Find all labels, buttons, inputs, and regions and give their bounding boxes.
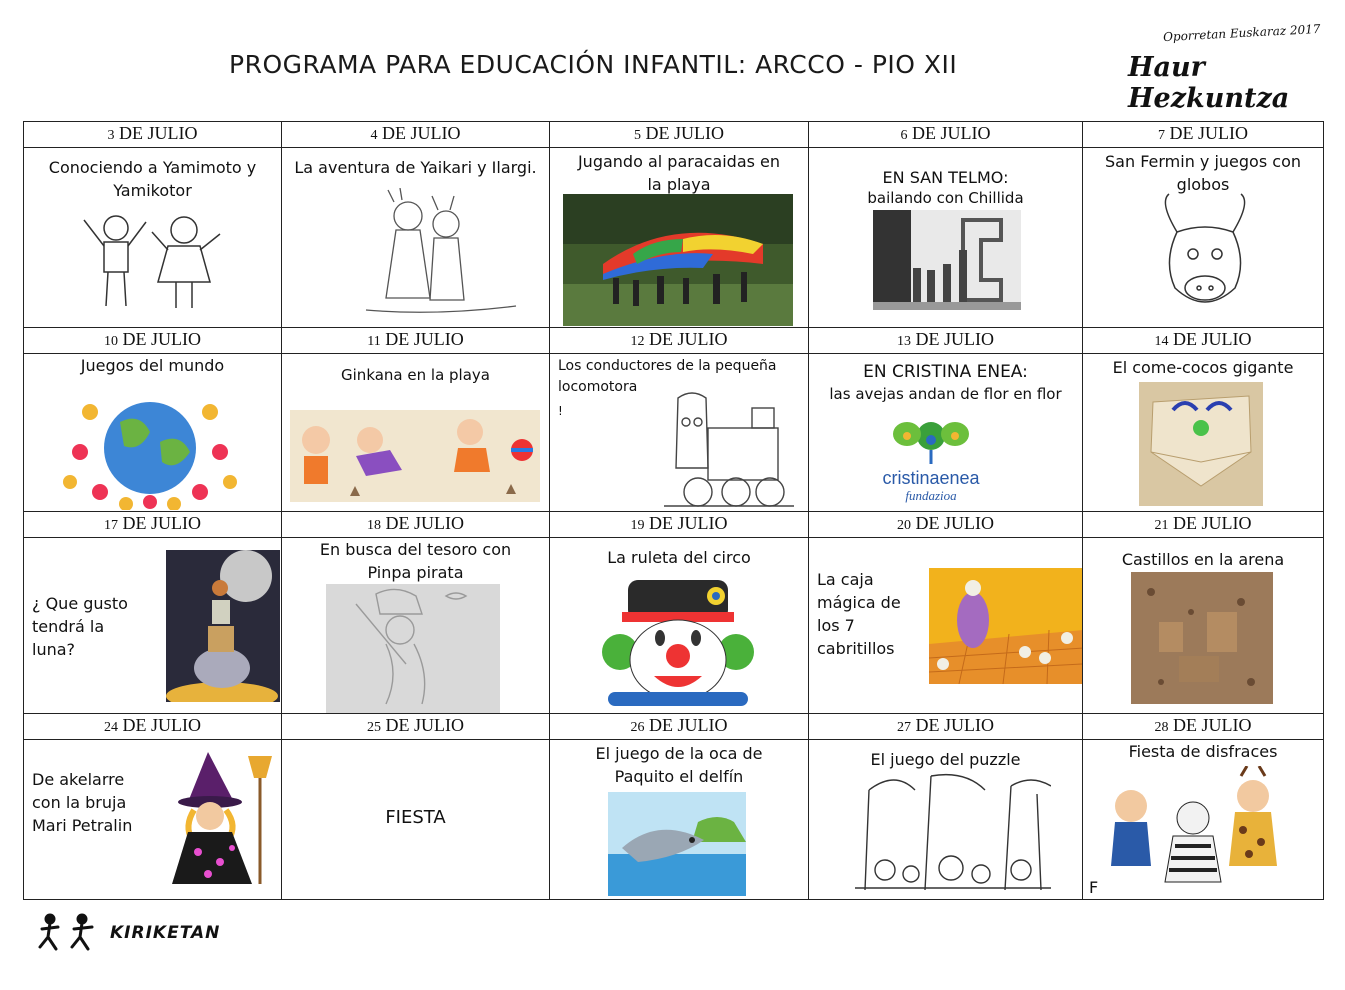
day-cell <box>24 148 282 328</box>
day-cell <box>550 538 809 714</box>
activity-text: El juego de la oca de Paquito el delfín <box>595 744 763 786</box>
pirate-drawing-image <box>326 584 500 714</box>
day-cell <box>809 148 1083 328</box>
activity-text: La ruleta del circo <box>607 548 751 567</box>
date-header: 10 DE JULIO <box>24 328 282 354</box>
logo-subtext: fundazioa <box>905 488 957 503</box>
kids-drawing-image <box>76 210 226 318</box>
parachute-photo <box>563 194 793 326</box>
activity-text: las avejas andan de flor en flor <box>829 385 1062 403</box>
date-header: 26 DE JULIO <box>550 714 809 740</box>
date-header: 17 DE JULIO <box>24 512 282 538</box>
date-header: 11 DE JULIO <box>282 328 550 354</box>
logo-wordmark: KIRIKETAN <box>110 923 221 943</box>
week-activity-row <box>24 354 1324 512</box>
week-header-row <box>24 122 1324 148</box>
chillida-sculpture-photo <box>873 210 1021 310</box>
day-cell <box>550 740 809 900</box>
date-header: 18 DE JULIO <box>282 512 550 538</box>
date-header: 24 DE JULIO <box>24 714 282 740</box>
activity-title: EN CRISTINA ENEA: <box>863 362 1028 382</box>
indians-drawing-image <box>346 188 536 320</box>
activity-text: Juegos del mundo <box>80 356 225 375</box>
activity-text: Fiesta de disfraces <box>1128 742 1278 761</box>
date-header: 28 DE JULIO <box>1083 714 1324 740</box>
dolphin-image <box>608 792 746 896</box>
date-header: 14 DE JULIO <box>1083 328 1324 354</box>
week-header-row <box>24 714 1324 740</box>
date-header: 7 DE JULIO <box>1083 122 1324 148</box>
date-header: 21 DE JULIO <box>1083 512 1324 538</box>
activity-title: EN SAN TELMO: <box>882 168 1009 187</box>
costumes-image <box>1101 766 1293 896</box>
activity-text: Jugando al paracaidas en la playa <box>577 152 781 194</box>
date-header: 4 DE JULIO <box>282 122 550 148</box>
activity-text: Los conductores de la pequeña locomotora <box>558 358 777 395</box>
running-figures-icon <box>36 913 104 953</box>
week-header-row <box>24 328 1324 354</box>
cristinaenea-logo <box>849 410 1013 506</box>
beach-kids-image <box>290 410 540 502</box>
day-cell <box>282 354 550 512</box>
date-header: 20 DE JULIO <box>809 512 1083 538</box>
week-activity-row <box>24 740 1324 900</box>
locomotive-drawing-image <box>658 388 800 510</box>
activity-text: San Fermin y juegos con globos <box>1105 152 1301 194</box>
kiriketan-logo <box>36 913 220 953</box>
date-header: 12 DE JULIO <box>550 328 809 354</box>
calendar-table <box>23 121 1324 900</box>
date-header: 27 DE JULIO <box>809 714 1083 740</box>
pacman-origami-photo <box>1139 382 1263 506</box>
day-cell <box>24 740 282 900</box>
activity-text: Ginkana en la playa <box>341 366 490 384</box>
day-cell <box>550 354 809 512</box>
date-header: 5 DE JULIO <box>550 122 809 148</box>
program-subtitle: Oporretan Euskaraz 2017 <box>1162 21 1321 45</box>
day-cell <box>809 538 1083 714</box>
activity-text: La caja mágica de los 7 cabritillos <box>817 570 901 658</box>
moon-animals-image <box>166 550 280 702</box>
day-cell <box>1083 354 1324 512</box>
page-title: PROGRAMA PARA EDUCACIÓN INFANTIL: ARCCO - PIO XII <box>229 50 958 79</box>
witch-image <box>168 752 272 894</box>
clown-image <box>598 576 758 710</box>
bull-drawing-image <box>1155 192 1255 324</box>
date-header: 6 DE JULIO <box>809 122 1083 148</box>
forest-animals-drawing <box>855 770 1051 894</box>
activity-text: De akelarre con la bruja Mari Petralin <box>32 770 133 835</box>
week-activity-row <box>24 148 1324 328</box>
activity-text: El come-cocos gigante <box>1112 358 1294 377</box>
activity-text: bailando con Chillida <box>867 189 1024 207</box>
activity-text: El juego del puzzle <box>870 750 1021 769</box>
date-header: 19 DE JULIO <box>550 512 809 538</box>
week-activity-row <box>24 538 1324 714</box>
date-header: 25 DE JULIO <box>282 714 550 740</box>
activity-text: La aventura de Yaikari y Ilargi. <box>294 158 537 177</box>
activity-text: En busca del tesoro con Pinpa pirata <box>319 540 512 582</box>
activity-mark: ! <box>558 404 563 418</box>
day-cell <box>1083 538 1324 714</box>
date-header: 3 DE JULIO <box>24 122 282 148</box>
day-cell <box>24 538 282 714</box>
day-cell <box>809 354 1083 512</box>
activity-text: Castillos en la arena <box>1121 550 1285 569</box>
day-cell <box>1083 740 1324 900</box>
logo-text: cristinaenea <box>882 468 980 488</box>
activity-text: Conociendo a Yamimoto y Yamikotor <box>48 158 257 200</box>
week-header-row <box>24 512 1324 538</box>
world-children-image <box>50 382 250 510</box>
day-cell <box>282 148 550 328</box>
day-cell <box>550 148 809 328</box>
activity-mark: F <box>1089 878 1099 897</box>
day-cell <box>24 354 282 512</box>
day-cell <box>282 740 550 900</box>
program-brand: Haur Hezkuntza <box>1128 52 1290 114</box>
day-cell <box>282 538 550 714</box>
activity-text: ¿ Que gusto tendrá la luna? <box>32 594 128 659</box>
date-header: 13 DE JULIO <box>809 328 1083 354</box>
day-cell <box>809 740 1083 900</box>
sandcastle-photo <box>1131 572 1273 704</box>
activity-text: FIESTA <box>385 807 446 828</box>
day-cell <box>1083 148 1324 328</box>
goats-story-image <box>929 568 1083 684</box>
